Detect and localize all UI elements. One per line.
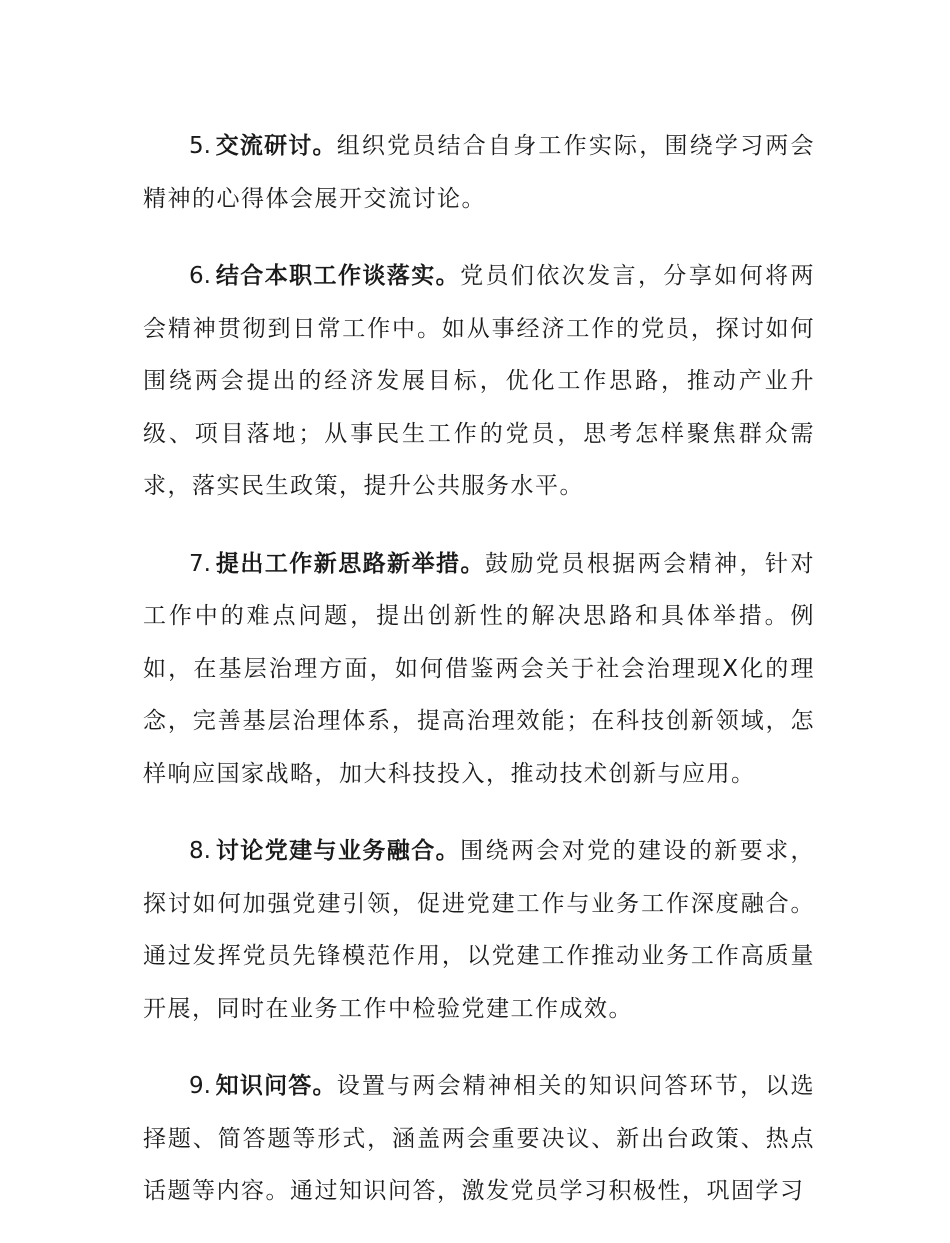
document-page — [143, 120, 815, 1243]
paragraph-heading: 讨论党建与业务融合。 — [214, 838, 461, 864]
paragraph-heading: 提出工作新思路新举措。 — [214, 550, 485, 577]
paragraph-heading: 交流研讨。 — [214, 133, 337, 159]
paragraph-text: 组织党员结合自身工作实际，围绕学习两会精神的心得体会展开交流讨论。 — [143, 133, 816, 212]
paragraph-text: 党员们依次发言，分享如何将两会精神贯彻到日常工作中。如从事经济工作的党员，探讨如何围绕两会提出的经济发展目标，优化工作思路，推动产业升级、项目落地；从事民生工作的党员，思考怎样聚焦群众需求，落实民生政策，提升公共服务水平。 — [143, 263, 816, 499]
paragraph-heading: 知识问答。 — [214, 1073, 337, 1099]
paragraph-5 — [143, 120, 815, 225]
paragraph-8 — [143, 825, 815, 1035]
paragraph-number: 6. — [189, 263, 211, 289]
paragraph-text: 围绕两会对党的建设的新要求，探讨如何加强党建引领，促进党建工作与业务工作深度融合。通过发挥党员先锋模范作用，以党建工作推动业务工作高质量开展，同时在业务工作中检验党建工作成效。 — [143, 838, 816, 1022]
paragraph-7 — [143, 538, 815, 801]
paragraph-heading: 结合本职工作谈落实。 — [214, 263, 461, 289]
paragraph-9 — [143, 1060, 815, 1218]
paragraph-number: 9. — [189, 1073, 211, 1099]
paragraph-number: 5. — [189, 133, 211, 159]
paragraph-number: 7. — [189, 550, 211, 577]
paragraph-text: 鼓励党员根据两会精神，针对工作中的难点问题，提出创新性的解决思路和具体举措。例如，在基层治理方面，如何借鉴两会关于社会治理现X化的理念，完善基层治理体系，提高治理效能；在科技创新领域，怎样响应国家战略，加大科技投入，推动技术创新与应用。 — [143, 550, 816, 787]
paragraph-text: 设置与两会精神相关的知识问答环节，以选择题、简答题等形式，涵盖两会重要决议、新出台政策、热点话题等内容。通过知识问答，激发党员学习积极性，巩固学习 — [143, 1073, 816, 1204]
paragraph-number: 8. — [189, 838, 211, 864]
paragraph-6 — [143, 250, 815, 513]
